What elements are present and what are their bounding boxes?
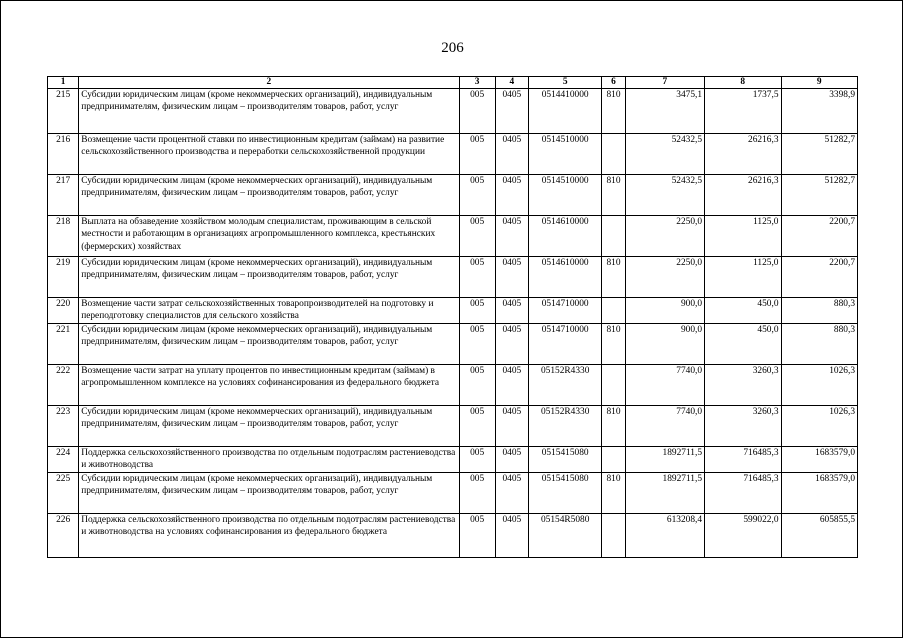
header-cell: 8 [705,77,781,89]
amount-col-9: 2200,7 [781,257,858,298]
expense-type-code: 810 [602,324,625,365]
amount-col-9: 1026,3 [781,365,858,406]
target-article-code: 05154R5080 [528,514,601,558]
amount-col-8: 716485,3 [705,473,781,514]
ministry-code: 005 [459,175,495,216]
section-code: 0405 [495,447,528,473]
amount-col-8: 450,0 [705,298,781,324]
amount-col-7: 3475,1 [625,89,704,134]
amount-col-8: 3260,3 [705,365,781,406]
table-row [48,175,858,216]
section-code: 0405 [495,324,528,365]
expense-type-code: 810 [602,406,625,447]
amount-col-7: 613208,4 [625,514,704,558]
amount-col-8: 1125,0 [705,216,781,257]
budget-table [47,76,858,558]
row-name: Субсидии юридическим лицам (кроме некоммерческих организаций), индивидуальным предпринимателям, физическим лицам – производителям товаров, работ, услуг [79,89,459,134]
amount-col-8: 26216,3 [705,134,781,175]
row-name: Субсидии юридическим лицам (кроме некоммерческих организаций), индивидуальным предпринимателям, физическим лицам – производителям товаров, работ, услуг [79,257,459,298]
table-row [48,216,858,257]
expense-type-code: 810 [602,175,625,216]
row-number: 223 [48,406,79,447]
amount-col-8: 716485,3 [705,447,781,473]
header-cell: 1 [48,77,79,89]
amount-col-7: 7740,0 [625,406,704,447]
amount-col-7: 900,0 [625,298,704,324]
target-article-code: 0514610000 [528,216,601,257]
expense-type-code [602,134,625,175]
amount-col-8: 599022,0 [705,514,781,558]
row-number: 221 [48,324,79,365]
amount-col-9: 3398,9 [781,89,858,134]
target-article-code: 0514710000 [528,324,601,365]
amount-col-9: 51282,7 [781,134,858,175]
ministry-code: 005 [459,89,495,134]
amount-col-9: 880,3 [781,324,858,365]
header-cell: 5 [528,77,601,89]
table-row [48,257,858,298]
ministry-code: 005 [459,324,495,365]
section-code: 0405 [495,257,528,298]
expense-type-code [602,216,625,257]
ministry-code: 005 [459,514,495,558]
amount-col-8: 1737,5 [705,89,781,134]
table-row [48,89,858,134]
ministry-code: 005 [459,406,495,447]
amount-col-9: 880,3 [781,298,858,324]
amount-col-9: 2200,7 [781,216,858,257]
amount-col-7: 52432,5 [625,134,704,175]
section-code: 0405 [495,175,528,216]
amount-col-9: 1026,3 [781,406,858,447]
amount-col-7: 1892711,5 [625,447,704,473]
amount-col-7: 900,0 [625,324,704,365]
section-code: 0405 [495,514,528,558]
target-article-code: 05152R4330 [528,365,601,406]
row-name: Субсидии юридическим лицам (кроме некоммерческих организаций), индивидуальным предпринимателям, физическим лицам – производителям товаров, работ, услуг [79,324,459,365]
table-row [48,514,858,558]
section-code: 0405 [495,473,528,514]
header-row [48,77,858,89]
row-name: Субсидии юридическим лицам (кроме некоммерческих организаций), индивидуальным предпринимателям, физическим лицам – производителям товаров, работ, услуг [79,175,459,216]
row-number: 226 [48,514,79,558]
row-name: Поддержка сельскохозяйственного производства по отдельным подотраслям растениеводства и животноводства на условиях софинансирования из федерального бюджета [79,514,459,558]
row-number: 225 [48,473,79,514]
header-cell: 2 [79,77,459,89]
row-number: 220 [48,298,79,324]
target-article-code: 05152R4330 [528,406,601,447]
header-cell: 3 [459,77,495,89]
amount-col-9: 1683579,0 [781,473,858,514]
row-name: Поддержка сельскохозяйственного производства по отдельным подотраслям растениеводства и животноводства [79,447,459,473]
table-row [48,365,858,406]
row-name: Возмещение части затрат сельскохозяйственных товаропроизводителей на подготовку и переподготовку специалистов для сельского хозяйства [79,298,459,324]
amount-col-9: 51282,7 [781,175,858,216]
table-body [48,89,858,558]
page-number: 206 [441,40,464,56]
target-article-code: 0515415080 [528,447,601,473]
section-code: 0405 [495,216,528,257]
amount-col-8: 450,0 [705,324,781,365]
ministry-code: 005 [459,365,495,406]
table-row [48,298,858,324]
header-cell: 6 [602,77,625,89]
row-number: 218 [48,216,79,257]
target-article-code: 0514510000 [528,134,601,175]
amount-col-8: 1125,0 [705,257,781,298]
target-article-code: 0514710000 [528,298,601,324]
row-name: Субсидии юридическим лицам (кроме некоммерческих организаций), индивидуальным предпринимателям, физическим лицам – производителям товаров, работ, услуг [79,406,459,447]
expense-type-code: 810 [602,257,625,298]
ministry-code: 005 [459,216,495,257]
table-row [48,324,858,365]
row-number: 222 [48,365,79,406]
header-cell: 7 [625,77,704,89]
amount-col-7: 2250,0 [625,216,704,257]
expense-type-code: 810 [602,89,625,134]
section-code: 0405 [495,89,528,134]
amount-col-8: 26216,3 [705,175,781,216]
target-article-code: 0514610000 [528,257,601,298]
row-name: Выплата на обзаведение хозяйством молодым специалистам, проживающим в сельской местности и работающим в организациях агропромышленного комплекса, крестьянских (фермерских) хозяйствах [79,216,459,257]
row-name: Возмещение части затрат на уплату процентов по инвестиционным кредитам (займам) в агропромышленном комплексе на условиях софинансирования из федерального бюджета [79,365,459,406]
section-code: 0405 [495,298,528,324]
row-name: Возмещение части процентной ставки по инвестиционным кредитам (займам) на развитие сельскохозяйственного производства и переработки сельскохозяйственной продукции [79,134,459,175]
table-row [48,447,858,473]
row-name: Субсидии юридическим лицам (кроме некоммерческих организаций), индивидуальным предпринимателям, физическим лицам – производителям товаров, работ, услуг [79,473,459,514]
section-code: 0405 [495,365,528,406]
ministry-code: 005 [459,257,495,298]
ministry-code: 005 [459,298,495,324]
row-number: 219 [48,257,79,298]
table-row [48,473,858,514]
table-row [48,406,858,447]
row-number: 216 [48,134,79,175]
amount-col-7: 7740,0 [625,365,704,406]
target-article-code: 0514510000 [528,175,601,216]
expense-type-code [602,365,625,406]
amount-col-9: 605855,5 [781,514,858,558]
amount-col-9: 1683579,0 [781,447,858,473]
amount-col-7: 1892711,5 [625,473,704,514]
expense-type-code [602,447,625,473]
header-cell: 4 [495,77,528,89]
expense-type-code [602,298,625,324]
section-code: 0405 [495,406,528,447]
amount-col-8: 3260,3 [705,406,781,447]
ministry-code: 005 [459,447,495,473]
header-cell: 9 [781,77,858,89]
row-number: 217 [48,175,79,216]
expense-type-code [602,514,625,558]
expense-type-code: 810 [602,473,625,514]
amount-col-7: 52432,5 [625,175,704,216]
target-article-code: 0515415080 [528,473,601,514]
row-number: 224 [48,447,79,473]
amount-col-7: 2250,0 [625,257,704,298]
ministry-code: 005 [459,473,495,514]
row-number: 215 [48,89,79,134]
target-article-code: 0514410000 [528,89,601,134]
table-row [48,134,858,175]
ministry-code: 005 [459,134,495,175]
section-code: 0405 [495,134,528,175]
